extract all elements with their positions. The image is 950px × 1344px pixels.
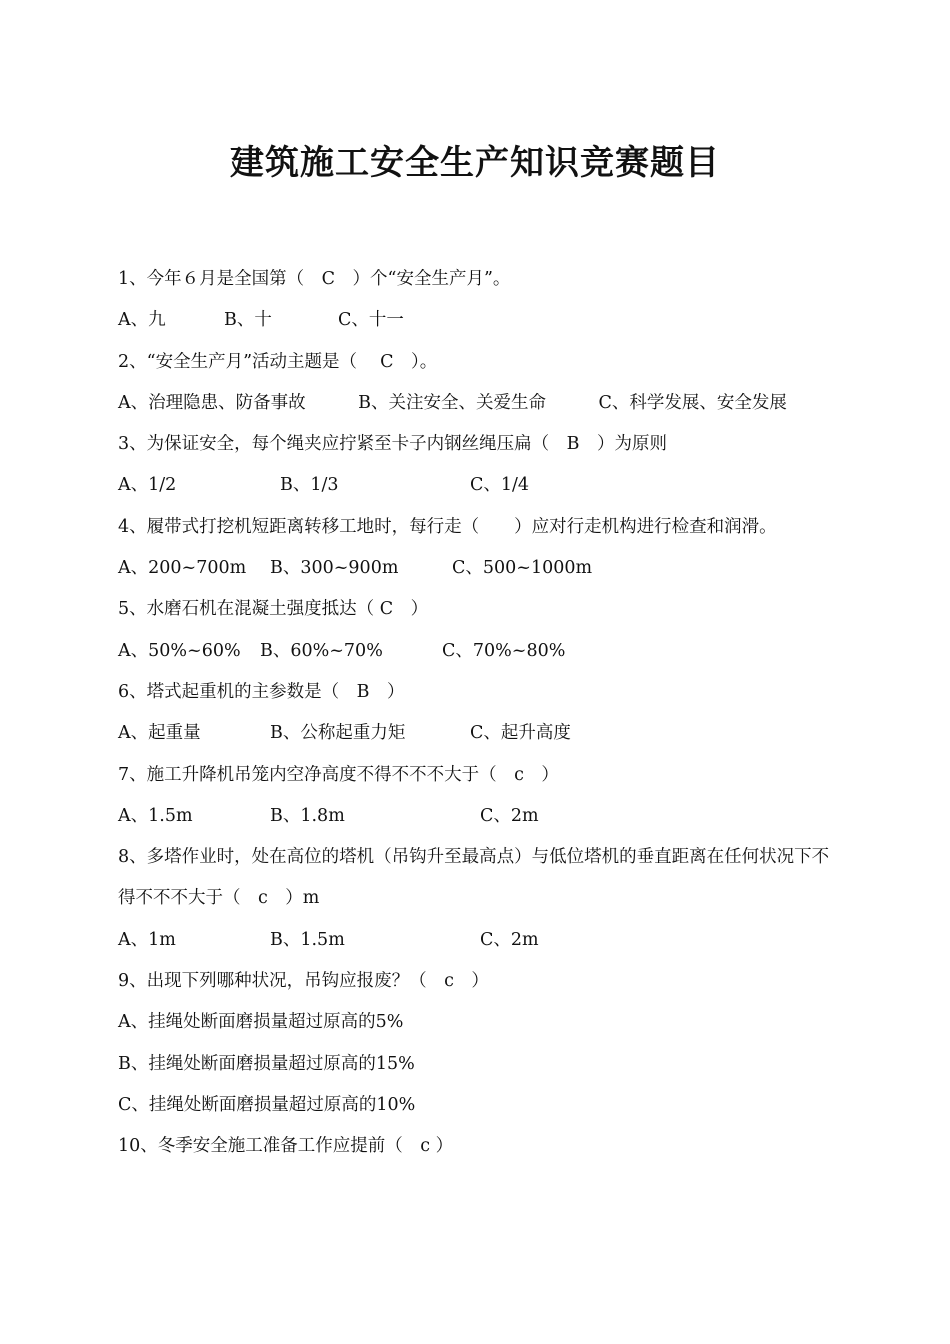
options-6 (118, 713, 838, 754)
option-b: B、公称起重力矩 (270, 723, 406, 744)
options-2: A、治理隐患、防备事故 B、关注安全、关爱生命 C、科学发展、安全发展 (118, 392, 787, 413)
option-a: A、1m (118, 929, 176, 950)
option-a: A、50%~60% (118, 640, 241, 661)
option-b: B、1.5m (270, 929, 345, 950)
option-a: A、1/2 (118, 475, 177, 496)
option-a: A、起重量 (118, 723, 201, 744)
option-b: B、60%~70% (260, 640, 383, 661)
option-b: B、十 (224, 310, 272, 331)
option-c: C、十一 (338, 310, 404, 331)
option-c: C、2m (480, 929, 539, 950)
question-9: 9、出现下列哪种状况，吊钩应报废？（ c ） (118, 971, 489, 992)
options-3 (118, 465, 838, 506)
option-c: C、2m (480, 805, 539, 826)
option-b: B、1.8m (270, 805, 345, 826)
option-9a: A、挂绳处断面磨损量超过原高的5% (118, 1012, 404, 1033)
question-10: 10、冬季安全施工准备工作应提前（ c ） (118, 1136, 454, 1157)
question-2: 2、“安全生产月”活动主题是（ C ）。 (118, 351, 438, 372)
option-a: A、200~700m (118, 558, 247, 579)
option-c: C、1/4 (470, 475, 530, 496)
question-7: 7、施工升降机吊笼内空净高度不得不不不大于（ c ） (118, 764, 559, 785)
options-7 (118, 796, 838, 837)
question-8: 8、多塔作业时，处在高位的塔机（吊钩升至最高点）与低位塔机的垂直距离在任何状况下不得不不不大于（ c ）m (118, 847, 830, 909)
option-a: A、1.5m (118, 805, 193, 826)
option-c: C、500~1000m (452, 558, 593, 579)
option-c: C、70%~80% (442, 640, 566, 661)
options-4 (118, 548, 838, 589)
options-5 (118, 631, 838, 672)
option-b: B、300~900m (270, 558, 399, 579)
question-1: 1、今年６月是全国第（ C ）个“安全生产月”。 (118, 269, 511, 289)
options-1 (118, 300, 838, 341)
question-5: 5、水磨石机在混凝土强度抵达（ C ） (118, 599, 429, 620)
option-9c: C、挂绳处断面磨损量超过原高的10% (118, 1094, 416, 1115)
option-b: B、1/3 (280, 475, 339, 496)
question-list (118, 259, 838, 1168)
question-4: 4、履带式打挖机短距离转移工地时，每行走（ ）应对行走机构进行检查和润滑。 (118, 516, 777, 537)
option-9b: B、挂绳处断面磨损量超过原高的15% (118, 1053, 415, 1074)
option-a: A、九 (118, 310, 166, 331)
options-8 (118, 920, 838, 961)
option-c: C、起升高度 (470, 723, 571, 744)
document-title: 建筑施工安全生产知识竞赛题目 (230, 143, 720, 183)
question-6: 6、塔式起重机的主参数是（ B ） (118, 681, 405, 702)
question-3: 3、为保证安全，每个绳夹应拧紧至卡子内钢丝绳压扁（ B ）为原则 (118, 434, 667, 455)
